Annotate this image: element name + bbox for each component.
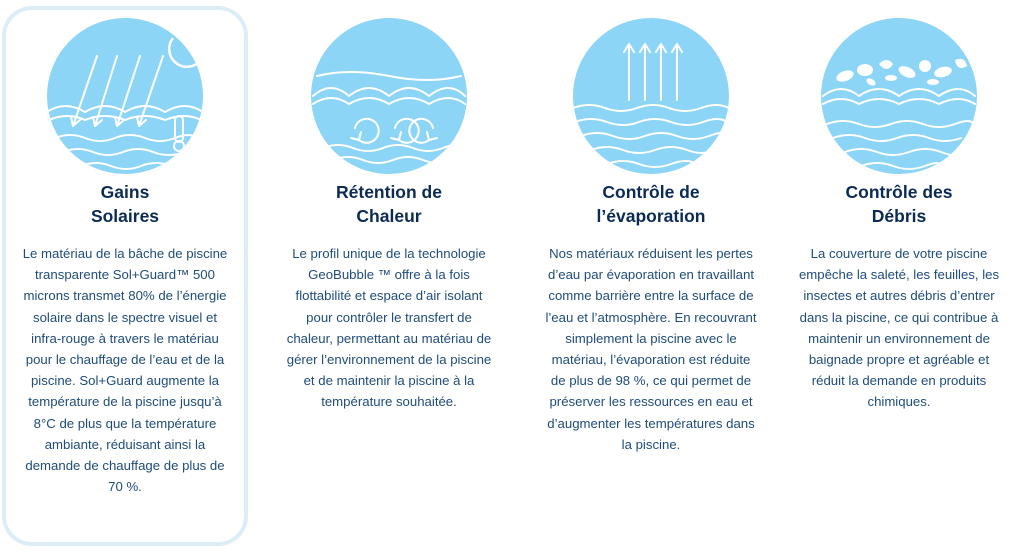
debris-control-icon xyxy=(819,16,979,176)
feature-card-solar-gain[interactable] xyxy=(0,0,250,555)
evaporation-control-icon xyxy=(571,16,731,176)
feature-description: Le profil unique de la technologie GeoBubble ™ offre à la fois flottabilité et espace d’air isolant pour contrôler le transfert de chaleur, permettant au matériau de gérer l’environnement de la piscine et de maintenir la piscine à la température souhaitée. xyxy=(286,246,492,410)
feature-title: Gains Solaires xyxy=(90,182,160,226)
feature-description: La couverture de votre piscine empêche la saleté, les feuilles, les insectes et autres débris d’entrer dans la piscine, ce qui contribue à maintenir un environnement de baignade propre et agréable et réduit la demande en produits chimiques. xyxy=(798,246,1000,410)
heat-retention-icon xyxy=(309,16,469,176)
feature-card-evaporation[interactable] xyxy=(526,0,776,555)
feature-description: Nos matériaux réduisent les pertes d’eau par évaporation en travaillant comme barrière entre la surface de l’eau et l’atmosphère. En recouvrant simplement la piscine avec le matériau, l’évaporation est réduite de plus de 98 %, ce qui permet de préserver les ressources en eau et d’augmenter les températures dans la piscine. xyxy=(545,246,757,452)
feature-description: Le matériau de la bâche de piscine transparente Sol+Guard™ 500 microns transmet 80% de l’énergie solaire dans le spectre visuel et infra-rouge à travers le matériau pour le chauffage de l’eau et de la piscine. Sol+Guard augmente la température de la piscine jusqu’à 8°C de plus que la température ambiante, réduisant ainsi la demande de chauffage de plus de 70 %. xyxy=(22,246,228,495)
feature-card-debris[interactable] xyxy=(774,0,1024,555)
feature-title: Contrôle de l’évaporation xyxy=(596,182,706,226)
feature-title: Contrôle des Débris xyxy=(845,182,953,226)
solar-gain-icon xyxy=(45,16,205,176)
feature-card-heat-retention[interactable] xyxy=(264,0,514,555)
feature-title: Rétention de Chaleur xyxy=(336,182,442,226)
